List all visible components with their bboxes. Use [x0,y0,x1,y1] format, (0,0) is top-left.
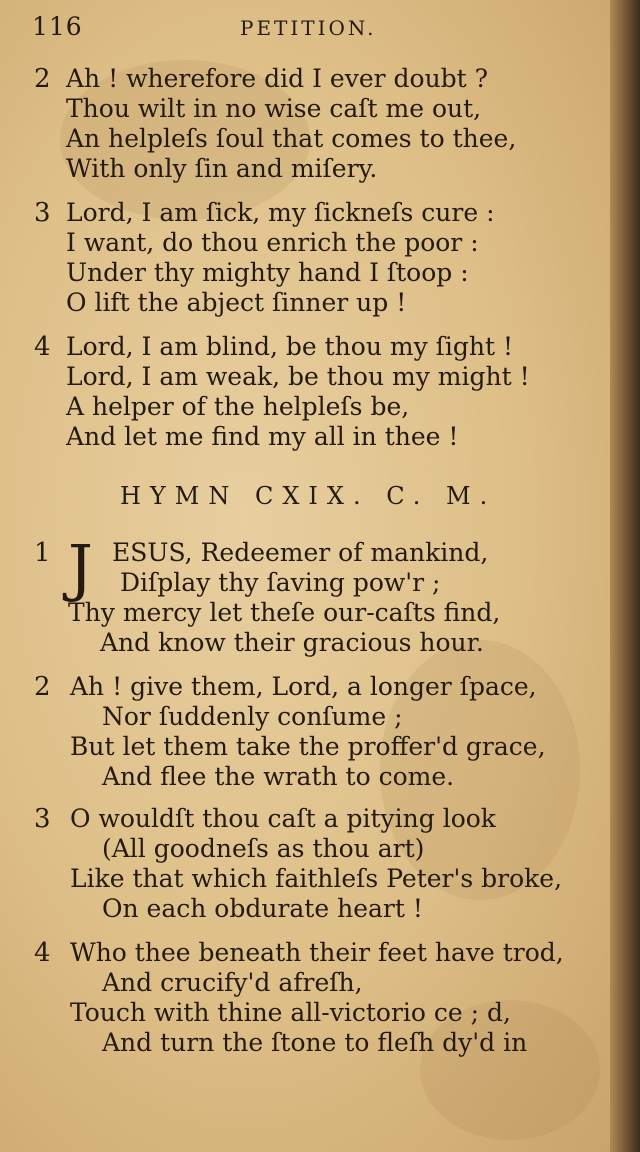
verse-line: Diſplay thy ſaving pow'r ; [120,568,441,597]
hymn-stanza-1 [30,531,590,658]
stanza-number: 2 [34,672,51,702]
verse-line: Touch with thine all-victorio ce ; d, [70,998,511,1027]
verse-line: Like that which faithleſs Peter's broke, [70,864,563,893]
running-head: PETITION. [240,16,377,40]
verse-line: Lord, I am weak, be thou my might ! [66,362,530,391]
verse-line: But let them take the proffer'd grace, [70,732,546,761]
hymn-stanza-2 [30,672,590,792]
verse-line: Lord, I am blind, be thou my ſight ! [66,332,514,361]
hymn-stanza-4 [30,938,590,1058]
drop-cap: J [68,531,93,604]
verse-line: Ah ! wherefore did I ever doubt ? [66,64,489,93]
verse-line: On each obdurate heart ! [102,894,423,923]
verse-line: And crucify'd afreſh, [102,968,363,997]
stanza-number: 4 [34,332,51,362]
verse-line: A helper of the helpleſs be, [66,392,410,421]
stanza-4-top [30,332,590,452]
verse-line: (All goodneſs as thou art) [102,834,425,863]
verse-line: Nor ſuddenly conſume ; [102,702,403,731]
stanza-2-top [30,64,590,184]
stanza-3-top [30,198,590,318]
verse-line: Thy mercy let theſe our-caſts find, [68,598,501,627]
verse-line: And let me find my all in thee ! [66,422,459,451]
verse-line: An helpleſs ſoul that comes to thee, [66,124,517,153]
verse-line: And turn the ſtone to fleſh dy'd in [102,1028,528,1057]
stanza-number: 3 [34,198,51,228]
hymn-stanza-3 [30,804,590,924]
stanza-number: 2 [34,64,51,94]
verse-line: With only ſin and miſery. [66,154,378,183]
verse-line: Thou wilt in no wise caſt me out, [66,94,482,123]
verse-line: I want, do thou enrich the poor : [66,228,479,257]
stanza-number: 4 [34,938,51,968]
stanza-number: 1 [34,538,51,568]
verse-line: O wouldſt thou caſt a pitying look [70,804,496,833]
verse-line: And flee the wrath to come. [102,762,455,791]
hymn-title: HYMN CXIX. C. M. [120,482,497,510]
verse-line: And know their gracious hour. [100,628,484,657]
page-edge [610,0,640,1152]
verse-line: Who thee beneath their feet have trod, [70,938,564,967]
verse-line: Under thy mighty hand I ſtoop : [66,258,469,287]
verse-line: ESUS, Redeemer of mankind, [112,538,489,567]
verse-line: O lift the abject ſinner up ! [66,288,407,317]
stanza-number: 3 [34,804,51,834]
page-header [0,12,610,44]
verse-line: Ah ! give them, Lord, a longer ſpace, [70,672,537,701]
page-number: 116 [32,12,83,41]
verse-line: Lord, I am ſick, my ſickneſs cure : [66,198,495,227]
